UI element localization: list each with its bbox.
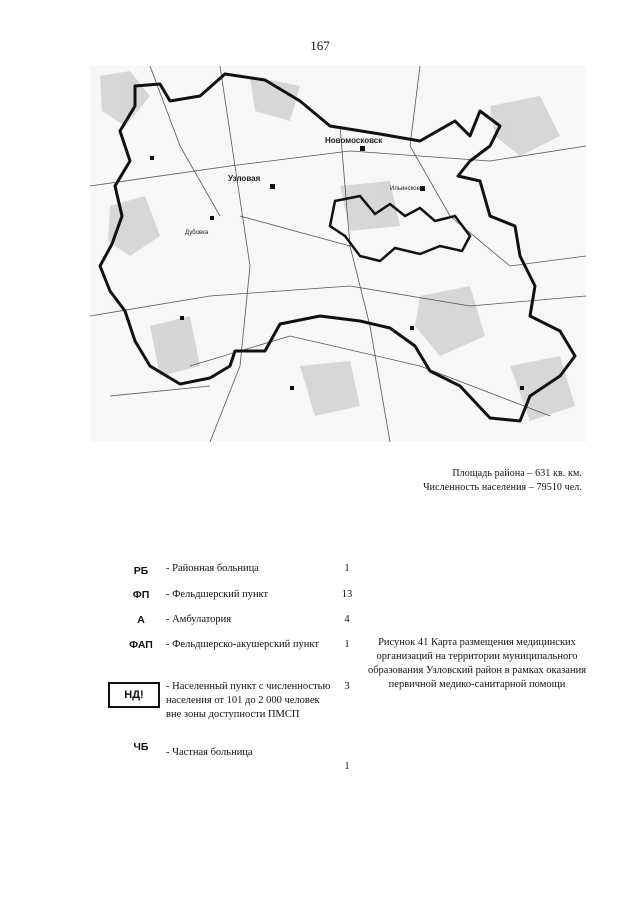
population-caption: Численность населения – 79510 чел. bbox=[423, 482, 582, 493]
district-map bbox=[90, 66, 586, 442]
figure-caption: Рисунок 41 Карта размещения медицинских организаций на территории муниципального образования Узловский район в рамках оказания первичной медико-санитарной помощи bbox=[367, 637, 587, 690]
legend-count: 3 bbox=[344, 681, 350, 692]
legend-label: - Фельдшерский пункт bbox=[166, 589, 269, 600]
map-label-novomoskovsk: Новомосковск bbox=[325, 136, 383, 145]
map-label-uzlovaya: Узловая bbox=[228, 174, 261, 183]
legend-symbol: А bbox=[137, 614, 145, 626]
area-caption: Площадь района – 631 кв. км. bbox=[452, 468, 582, 479]
legend-label: - Частная больница bbox=[166, 747, 253, 758]
legend-label: - Амбулатория bbox=[166, 614, 232, 625]
legend-symbol: ФАП bbox=[129, 639, 153, 651]
legend-symbol: РБ bbox=[133, 565, 149, 577]
legend-label: - Населенный пункт с численностью населения от 101 до 2 000 человек вне зоны доступности ПМСП bbox=[166, 681, 331, 720]
legend-symbol: ФП bbox=[132, 589, 150, 601]
legend-count: 13 bbox=[341, 589, 353, 600]
map-label-ilyinskoe: Ильинское bbox=[390, 186, 420, 192]
legend-count: 1 bbox=[344, 563, 350, 574]
legend-label: - Районная больница bbox=[166, 563, 259, 574]
page-number: 167 bbox=[310, 38, 330, 53]
legend-count: 1 bbox=[344, 761, 350, 772]
legend-count: 1 bbox=[344, 639, 350, 650]
legend-label: - Фельдшерско-акушерский пункт bbox=[166, 639, 319, 650]
map-label-dubovka: Дубовка bbox=[185, 230, 209, 236]
legend-symbol: ЧБ bbox=[133, 741, 149, 753]
legend-count: 4 bbox=[344, 614, 350, 625]
legend-symbol-nd: НД! bbox=[108, 682, 160, 708]
